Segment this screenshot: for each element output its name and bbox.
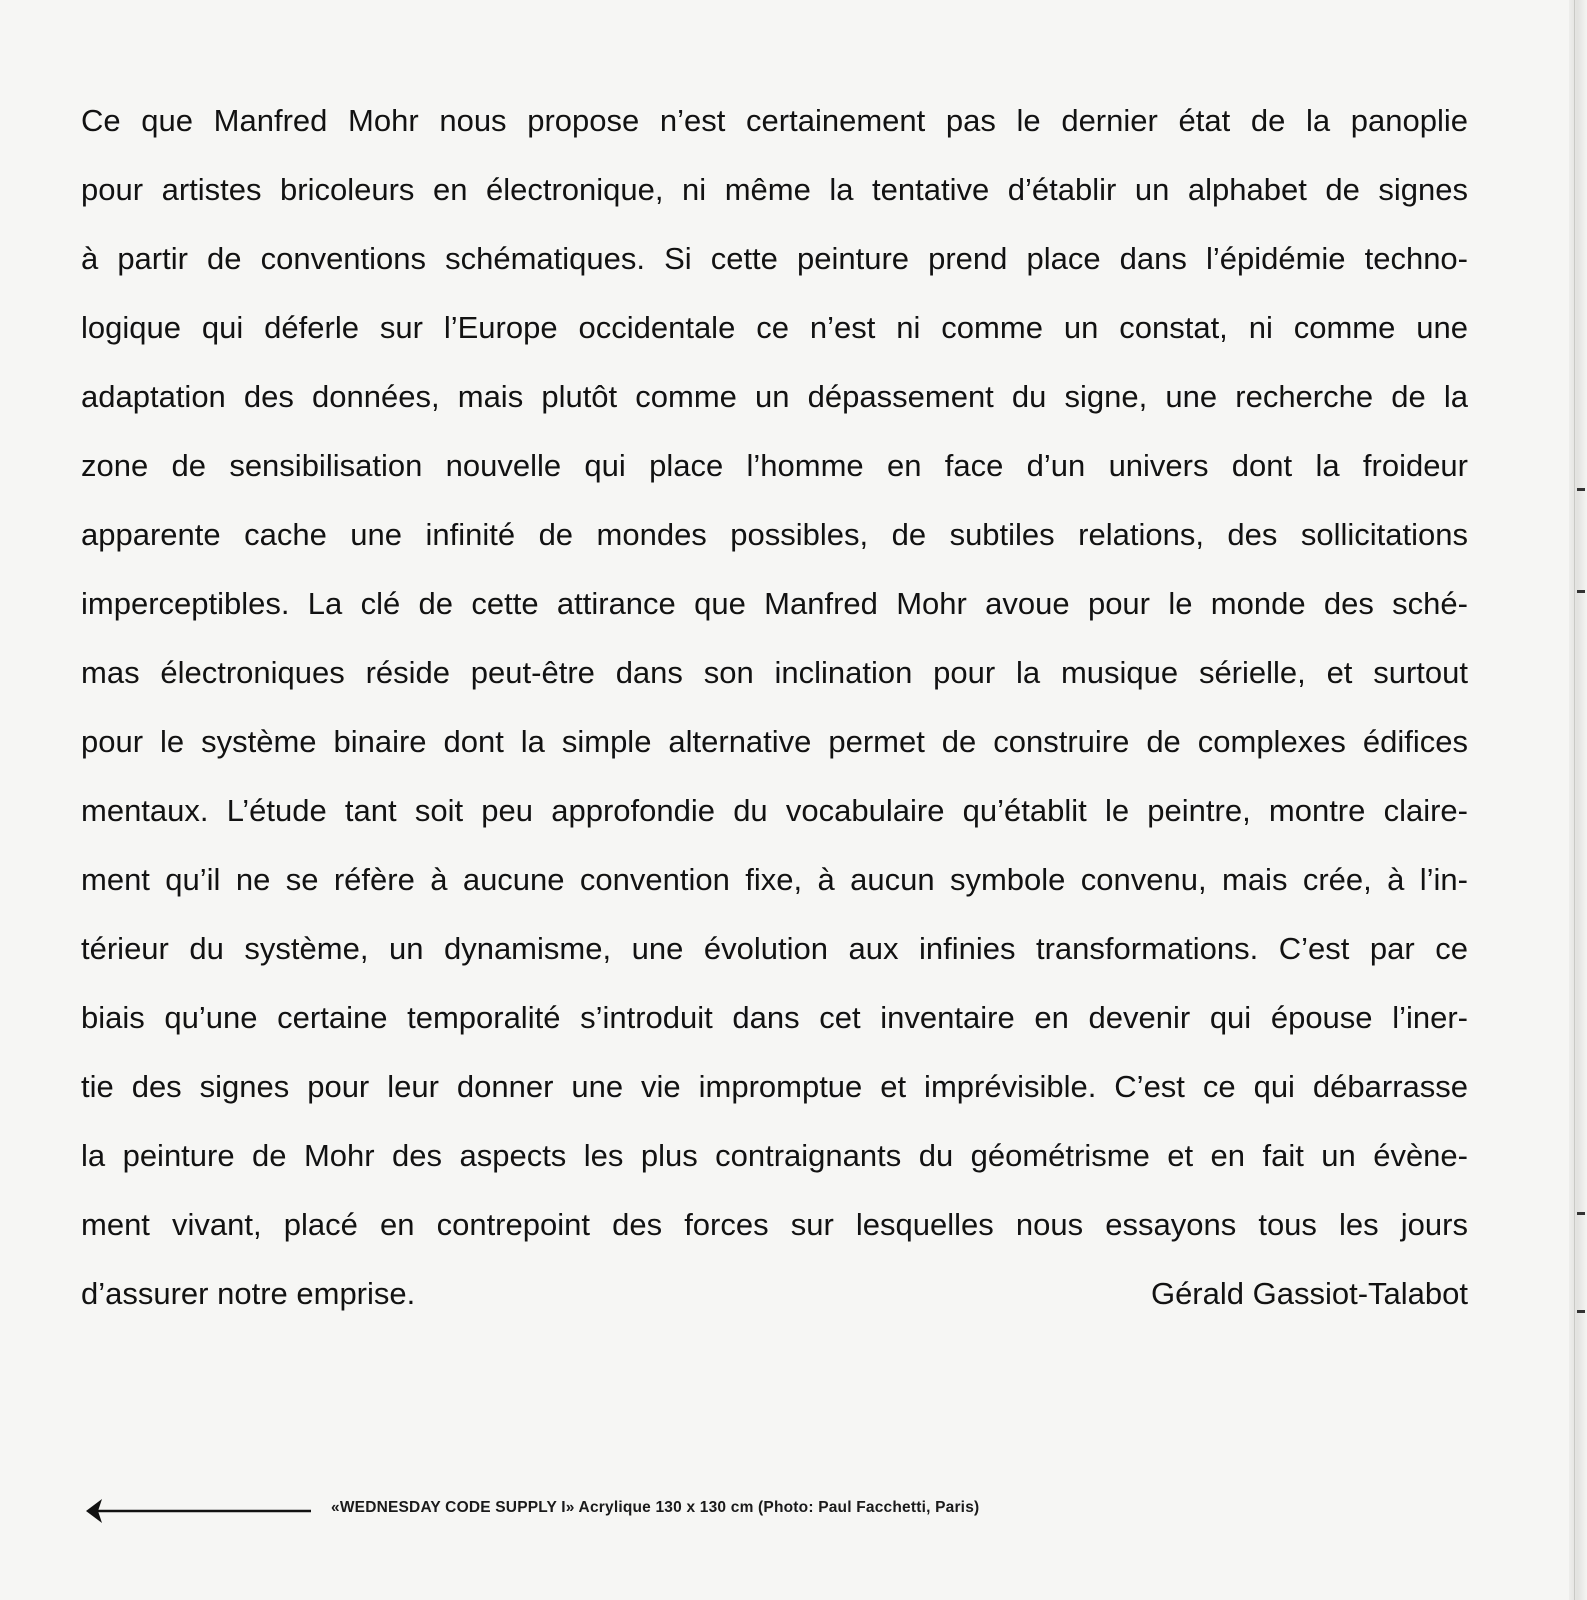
essay-line: zone de sensibilisation nouvelle qui place l’homme en face d’un univers dont la froideur xyxy=(81,448,1468,483)
essay-line: mentaux. L’étude tant soit peu approfondie du vocabulaire qu’établit le peintre, montre claire- xyxy=(81,793,1468,828)
essay-line: pour artistes bricoleurs en électronique, ni même la tentative d’établir un alphabet de signes xyxy=(81,172,1468,207)
essay-line: tie des signes pour leur donner une vie impromptue et imprévisible. C’est ce qui débarrasse xyxy=(81,1069,1468,1104)
binding-mark xyxy=(1577,1310,1585,1313)
essay-line: apparente cache une infinité de mondes possibles, de subtiles relations, des sollicitations xyxy=(81,517,1468,552)
essay-line: imperceptibles. La clé de cette attirance que Manfred Mohr avoue pour le monde des sché- xyxy=(81,586,1468,621)
essay-last-line-row xyxy=(81,1259,1468,1328)
essay-line: ment qu’il ne se réfère à aucune convention fixe, à aucun symbole convenu, mais crée, à l’in- xyxy=(81,862,1468,897)
binding-mark xyxy=(1577,590,1585,593)
essay-line: à partir de conventions schématiques. Si cette peinture prend place dans l’épidémie techno- xyxy=(81,241,1468,276)
essay-line: Ce que Manfred Mohr nous propose n’est certainement pas le dernier état de la panoplie xyxy=(81,103,1468,138)
author-signature: Gérald Gassiot-Talabot xyxy=(1150,1276,1468,1311)
essay-line: térieur du système, un dynamisme, une évolution aux infinies transformations. C’est par ce xyxy=(81,931,1468,966)
essay-line: biais qu’une certaine temporalité s’introduit dans cet inventaire en devenir qui épouse l’iner- xyxy=(81,1000,1468,1035)
image-caption-row xyxy=(86,1495,1186,1527)
essay-line: logique qui déferle sur l’Europe occidentale ce n’est ni comme un constat, ni comme une xyxy=(81,310,1468,345)
essay-line: pour le système binaire dont la simple alternative permet de construire de complexes édifices xyxy=(81,724,1468,759)
essay-line: ment vivant, placé en contrepoint des forces sur lesquelles nous essayons tous les jours xyxy=(81,1207,1468,1242)
image-caption: «WEDNESDAY CODE SUPPLY I» Acrylique 130 x 130 cm (Photo: Paul Facchetti, Paris) xyxy=(331,1499,980,1516)
binding-mark xyxy=(1577,488,1585,491)
page-edge-line xyxy=(1574,0,1575,1600)
page-edge xyxy=(1569,0,1587,1600)
essay-line: mas électroniques réside peut-être dans son inclination pour la musique sérielle, et surtout xyxy=(81,655,1468,690)
essay-line: la peinture de Mohr des aspects les plus contraignants du géométrisme et en fait un évène- xyxy=(81,1138,1468,1173)
binding-mark xyxy=(1577,1212,1585,1215)
essay-last-line: d’assurer notre emprise. xyxy=(81,1276,416,1311)
essay-line: adaptation des données, mais plutôt comme un dépassement du signe, une recherche de la xyxy=(81,379,1468,414)
left-arrow-icon xyxy=(86,1495,311,1527)
essay-text xyxy=(81,86,1468,1328)
